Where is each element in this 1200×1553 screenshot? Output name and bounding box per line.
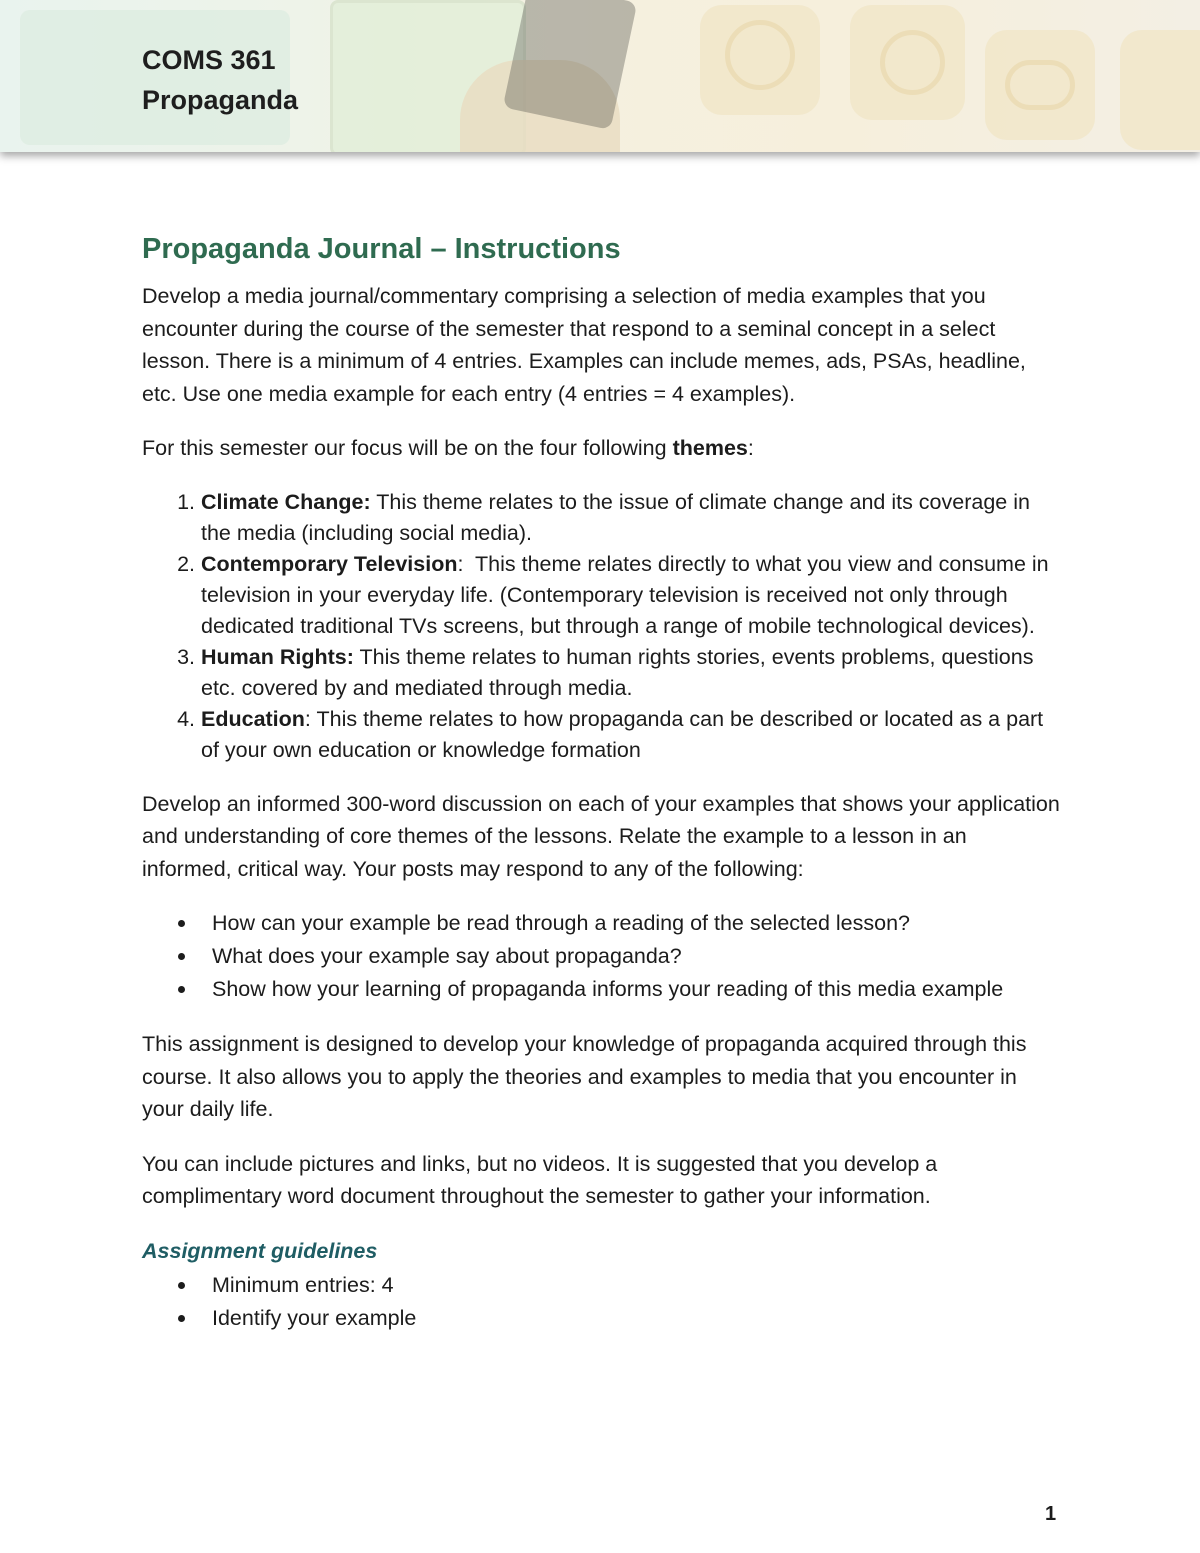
focus-prefix: For this semester our focus will be on the four following [142,436,673,460]
theme-separator: : [346,644,354,669]
list-item [212,940,1062,973]
theme-separator: : [457,551,464,576]
theme-name: Human Rights [201,644,347,669]
focus-suffix: : [747,436,754,460]
course-header [142,40,298,120]
list-item-text: How can your example be read through a reading of the selected lesson? [212,911,910,935]
guidelines-heading: Assignment guidelines [142,1238,378,1263]
theme-name: Contemporary Television [201,551,458,576]
theme-item [201,704,1062,766]
banner-decoration-app-tile [1120,30,1200,150]
list-item-text: Identify your example [212,1305,417,1330]
header-banner [0,0,1200,152]
intro-paragraph: Develop a media journal/commentary comprising a selection of media examples that you encounter during the course of the semester that respond to a seminal concept in a select lesson. There is a minimum of 4 entries. Examples can include memes, ads, PSAs, headline, etc. Use one media example for each entry (4 entries = 4 examples). [142,284,1026,406]
course-name: Propaganda [142,85,299,115]
banner-decoration-app-logo [1005,60,1075,110]
list-item [212,1269,1062,1302]
theme-name: Climate Change [201,489,364,514]
banner-decoration-app-logo [880,30,945,95]
banner-decoration-app-logo [725,20,795,90]
bullet-icon [178,953,185,960]
questions-list [142,907,1062,1006]
page-number: 1 [1045,1503,1057,1525]
list-item-text: Show how your learning of propaganda informs your reading of this media example [212,977,1004,1001]
document-body [142,228,1062,1357]
bullet-icon [178,986,185,993]
theme-description: This theme relates directly to what you view and consume in television in your everyday life. (Contemporary television is received not only through dedicated traditional TVs screens, but through a range of mobile technological devices). [201,551,1055,638]
theme-separator: : [363,489,371,514]
discussion-paragraph: Develop an informed 300-word discussion on each of your examples that shows your application and understanding of core themes of the lessons. Relate the example to a lesson in an informed, critical way. Your posts may respond to any of the following: [142,791,1060,881]
media-note-paragraph: You can include pictures and links, but no videos. It is suggested that you develop a complimentary word document throughout the semester to gather your information. [142,1151,938,1208]
purpose-paragraph: This assignment is designed to develop your knowledge of propaganda acquired through this course. It also allows you to apply the theories and examples to media that you encounter in your daily life. [142,1032,1027,1121]
theme-description: This theme relates to how propaganda can be described or located as a part of your own education or knowledge formation [201,706,1044,762]
list-item [212,1302,1062,1335]
focus-keyword: themes [672,436,748,460]
theme-description: This theme relates to the issue of climate change and its coverage in the media (including social media). [201,489,1030,545]
theme-name: Education [201,706,305,731]
focus-paragraph [142,432,1062,465]
theme-item [201,487,1062,549]
bullet-icon [178,1282,185,1289]
theme-separator: : [304,706,311,731]
list-item [212,907,1062,940]
bullet-icon [178,1315,185,1322]
theme-item [201,642,1062,704]
bullet-icon [178,920,185,927]
themes-list [142,487,1062,766]
list-item [212,973,1062,1006]
theme-item [201,549,1062,642]
theme-description: This theme relates to human rights stories, events problems, questions etc. covered by and mediated through media. [201,644,1034,700]
guidelines-list [142,1269,1062,1335]
course-code: COMS 361 [142,45,276,75]
page-title: Propaganda Journal – Instructions [142,233,621,265]
list-item-text: Minimum entries: 4 [212,1272,394,1297]
list-item-text: What does your example say about propaganda? [212,944,682,968]
